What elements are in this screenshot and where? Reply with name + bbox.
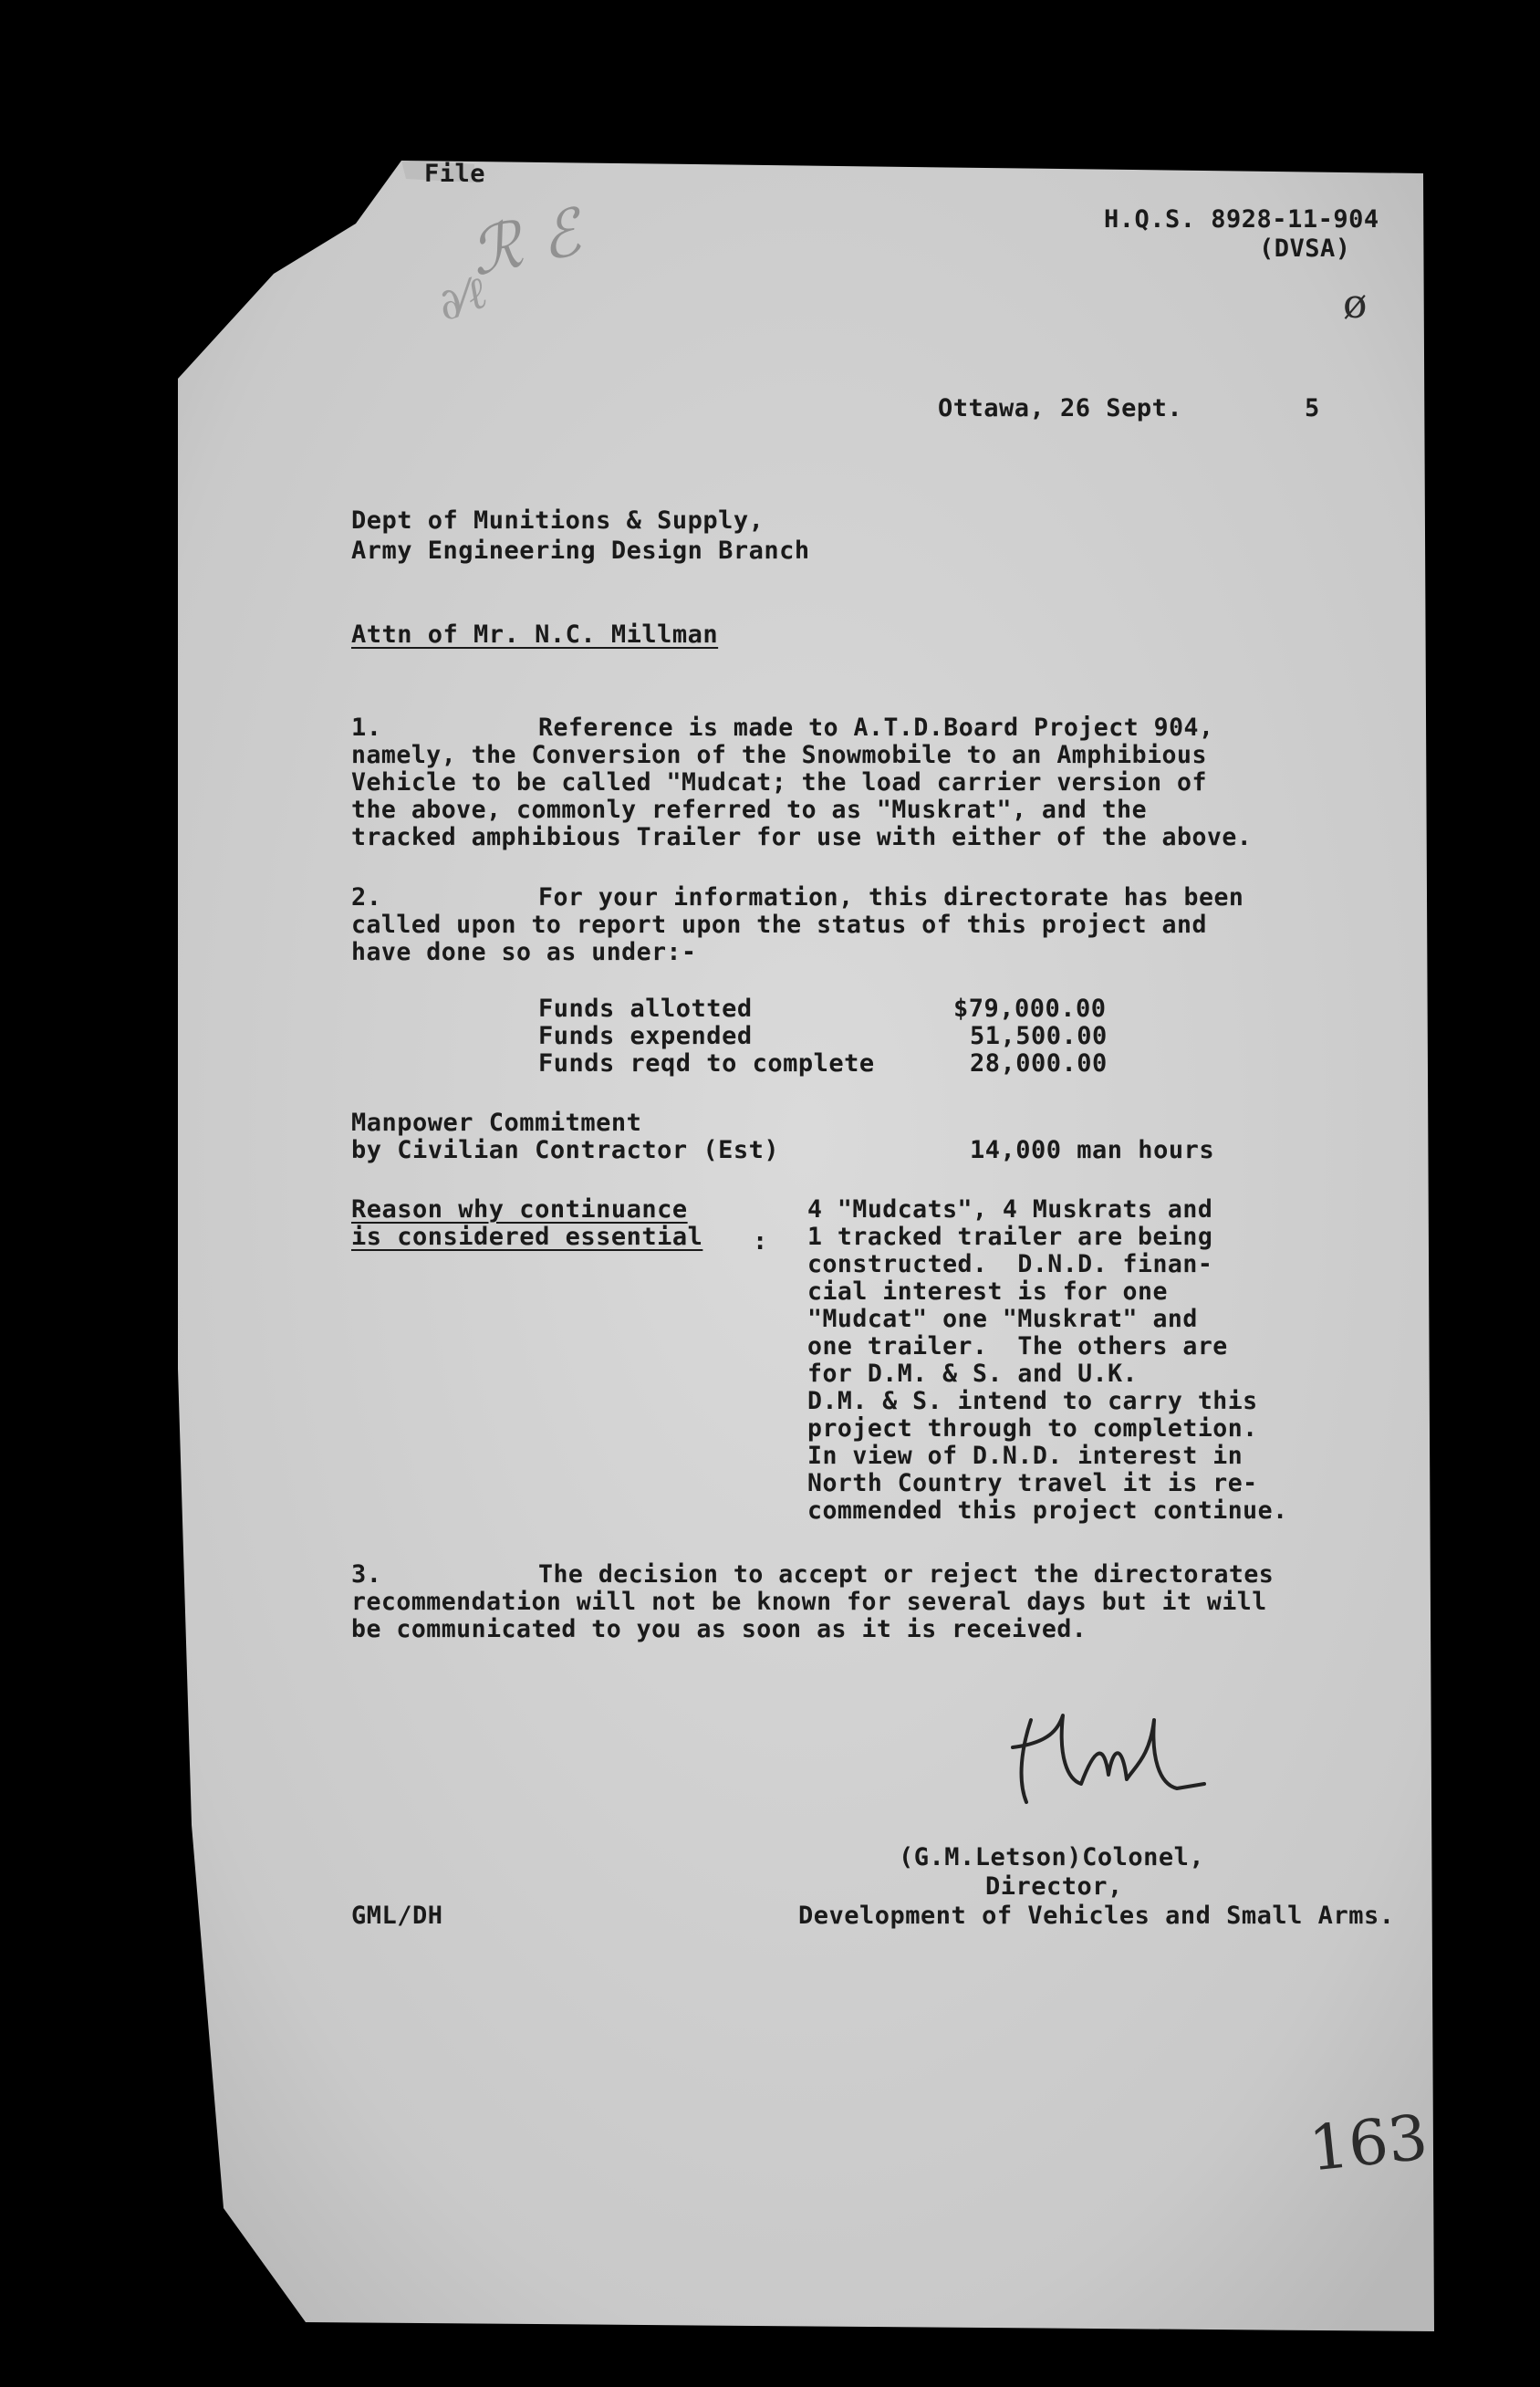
para1-line: Reference is made to A.T.D.Board Project 904, (538, 714, 1214, 742)
reason-line: for D.M. & S. and U.K. (807, 1360, 1138, 1388)
funds-label: Funds reqd to complete (538, 1049, 875, 1078)
attention-line: Attn of Mr. N.C. Millman (351, 620, 719, 649)
handwritten-signature (994, 1693, 1232, 1829)
reason-line: 4 "Mudcats", 4 Muskrats and (807, 1195, 1213, 1224)
reason-colon: : (753, 1227, 768, 1256)
file-number: H.Q.S. 8928-11-904 (1104, 205, 1379, 234)
para2-line: have done so as under:- (351, 938, 697, 966)
date-suffix: 5 (1305, 394, 1320, 422)
para3-line: recommendation will not be known for several days but it will (351, 1588, 1267, 1616)
manpower-label: by Civilian Contractor (Est) (351, 1136, 780, 1164)
funds-amount: 28,000.00 (970, 1049, 1108, 1078)
file-label: File (424, 160, 486, 188)
para2-line: called upon to report upon the status of this project and (351, 911, 1207, 939)
funds-amount: $79,000.00 (953, 995, 1107, 1023)
reason-line: D.M. & S. intend to carry this (807, 1387, 1258, 1415)
reason-label: is considered essential (351, 1223, 703, 1251)
file-directorate: (DVSA) (1259, 235, 1351, 263)
place-date: Ottawa, 26 Sept. (938, 394, 1183, 422)
reason-line: North Country travel it is re- (807, 1469, 1258, 1497)
para1-line: namely, the Conversion of the Snowmobile to an Amphibious (351, 741, 1207, 769)
para1-line: the above, commonly referred to as "Muskrat", and the (351, 796, 1148, 824)
signature-directorate: Development of Vehicles and Small Arms. (798, 1902, 1395, 1930)
para3-line: be communicated to you as soon as it is received. (351, 1615, 1087, 1643)
page-number: 163 (1306, 2101, 1431, 2186)
para1-line: tracked amphibious Trailer for use with either of the above. (351, 823, 1253, 851)
pencil-initials-mark: ℛ ℰ (463, 194, 587, 291)
funds-amount: 51,500.00 (970, 1022, 1108, 1050)
manpower-label: Manpower Commitment (351, 1109, 642, 1137)
reason-line: In view of D.N.D. interest in (807, 1442, 1243, 1470)
para1-line: Vehicle to be called "Mudcat; the load carrier version of (351, 768, 1207, 797)
para1-number: 1. (351, 714, 382, 742)
para3-number: 3. (351, 1560, 382, 1589)
funds-label: Funds allotted (538, 995, 753, 1023)
para3-line: The decision to accept or reject the directorates (538, 1560, 1275, 1589)
reason-line: constructed. D.N.D. finan- (807, 1250, 1213, 1278)
addressee-line-2: Army Engineering Design Branch (351, 537, 810, 565)
circle-mark: ø (1343, 281, 1368, 328)
para2-line: For your information, this directorate has been (538, 883, 1244, 912)
reason-line: "Mudcat" one "Muskrat" and (807, 1305, 1198, 1333)
addressee-line-1: Dept of Munitions & Supply, (351, 506, 765, 535)
signature-title: Director, (985, 1872, 1123, 1901)
reason-line: project through to completion. (807, 1414, 1258, 1443)
manpower-value: 14,000 man hours (970, 1136, 1215, 1164)
signature-name: (G.M.Letson)Colonel, (899, 1843, 1205, 1871)
reference-initials: GML/DH (351, 1902, 443, 1930)
reason-line: one trailer. The others are (807, 1332, 1228, 1360)
para2-number: 2. (351, 883, 382, 912)
reason-label: Reason why continuance (351, 1195, 688, 1224)
reason-line: 1 tracked trailer are being (807, 1223, 1213, 1251)
reason-line: cial interest is for one (807, 1277, 1168, 1306)
funds-label: Funds expended (538, 1022, 753, 1050)
reason-line: commended this project continue. (807, 1496, 1288, 1525)
pencil-note-mark: ∂⁄ℓ (431, 266, 494, 332)
